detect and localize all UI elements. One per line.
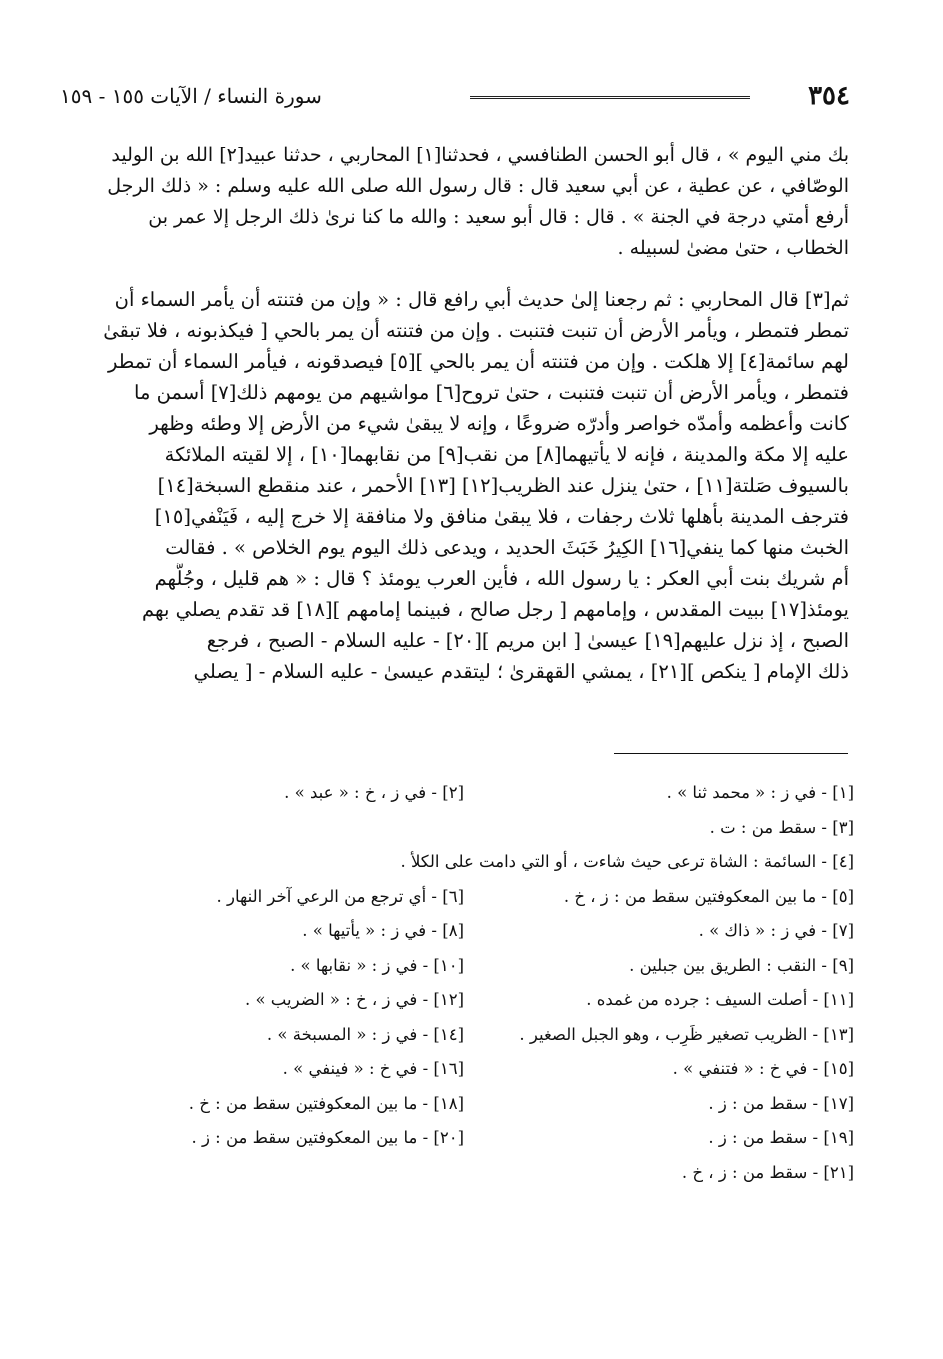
footnote-row xyxy=(74,983,854,1018)
footnote-row xyxy=(74,880,854,915)
footnote xyxy=(74,1156,464,1191)
text-line: تمطر فتمطر ، ويأمر الأرض أن تنبت فتنبت . وإن من فتنته أن يمر بالحي [ فيكذبونه ، فلا تبقىٰ xyxy=(103,319,849,342)
footnote: [١١] - أصلت السيف : جرده من غمده . xyxy=(586,990,854,1009)
text-line: الخبث منها كما ينفي[١٦] الكِيرُ خَبَثَ الحديد ، ويدعى ذلك اليوم يوم الخلاص » . فقالت xyxy=(165,536,849,559)
text-line: لهم سائمة[٤] إلا هلكت . وإن من فتنته أن يمر بالحي ][٥] فيصدقونه ، فيأمر السماء أن تمطر xyxy=(108,350,849,373)
footnote-row xyxy=(74,1018,854,1053)
footnote: [٢٠] - ما بين المعكوفتين سقط من : ز . xyxy=(191,1128,464,1147)
footnote: [١٥] - في خ : « فتنفي » . xyxy=(672,1059,854,1078)
footnote-row xyxy=(74,1156,854,1191)
text-line: الصبح ، إذ نزل عليهم[١٩] عيسىٰ [ ابن مريم ][٢٠] - عليه السلام - الصبح ، فرجع xyxy=(206,629,849,652)
footnote: [١٤] - في ز : « المسبخة » . xyxy=(266,1024,464,1044)
footnote: [١] - في ز : « محمد ثنا » . xyxy=(666,783,854,802)
footnote: [٩] - النقب : الطريق بين جبلين . xyxy=(629,955,854,975)
footnotes xyxy=(74,776,854,1190)
footnote: [١٨] - ما بين المعكوفتين سقط من : خ . xyxy=(188,1093,464,1113)
footnote-row xyxy=(74,1087,854,1122)
text-line: بالسيوف صَلتة[١١] ، حتىٰ ينزل عند الظريب[١٢] [١٣] الأحمر ، عند منقطع السبخة[١٤] xyxy=(157,474,849,497)
page-number: ٣٥٤ xyxy=(808,81,850,111)
footnote-row xyxy=(74,811,854,846)
text-line: فتمطر ، ويأمر الأرض أن تنبت فتنبت ، حتىٰ تروح[٦] مواشيهم من يومهم ذلك[٧] أسمن ما xyxy=(134,381,849,404)
text-line: بك مني اليوم » ، قال أبو الحسن الطنافسي ، فحدثنا[١] المحاربي ، حدثنا عبيد[٢] الله بن الوليد xyxy=(111,144,849,166)
footnote-row xyxy=(74,949,854,984)
footnote: [١٧] - سقط من : ز . xyxy=(708,1093,854,1113)
footnote: [١٦] - في خ : « فينفي » . xyxy=(282,1059,464,1078)
footnote: [٨] - في ز : « يأتيها » . xyxy=(302,921,464,940)
footnote-separator xyxy=(614,753,848,754)
footnote: [٥] - ما بين المعكوفتين سقط من : ز ، خ . xyxy=(563,886,854,906)
text-line: الوصّافي ، عن عطية ، عن أبي سعيد قال : قال رسول الله صلى الله عليه وسلم : « ذلك الرجل xyxy=(107,175,849,197)
footnote: [١٠] - في ز : « نقابها » . xyxy=(290,955,464,975)
text-line: الخطاب ، حتىٰ مضىٰ لسبيله . xyxy=(617,237,849,259)
text-line: يومئذ[١٧] ببيت المقدس ، وإمامهم [ رجل صالح ، فبينما إمامهم ][١٨] قد تقدم يصلي بهم xyxy=(142,598,849,621)
footnote-row xyxy=(74,776,854,811)
footnote: [١٩] - سقط من : ز . xyxy=(708,1128,854,1147)
footnote-row xyxy=(74,845,854,880)
paragraph-2 xyxy=(74,284,849,687)
footnote xyxy=(74,811,464,846)
text-line: عليه إلا مكة والمدينة ، فإنه لا يأتيهما[٨] من نقب[٩] من نقابهما[١٠] ، إلا لقيته الملائكة xyxy=(164,443,849,466)
text-line: ذلك الإمام [ ينكص ][٢١] ، يمشي القهقرىٰ ؛ ليتقدم عيسىٰ - عليه السلام - [ يصلي xyxy=(193,660,849,683)
paragraph-1 xyxy=(74,140,849,264)
footnote: [٧] - في ز : « ذاك » . xyxy=(698,921,854,940)
text-line: فترجف المدينة بأهلها ثلاث رجفات ، فلا يبقىٰ منافق ولا منافقة إلا خرج إليه ، فَيَنْفي[١٥] xyxy=(154,505,849,528)
footnote: [١٢] - في ز ، خ : « الضريب » . xyxy=(244,990,464,1009)
header-rule xyxy=(470,96,750,99)
text-line: كانت وأعظمه وأمدّه خواصر وأدرّه ضروعًا ، وإنه لا يبقىٰ شيء من الأرض إلا وطئه وظهر xyxy=(149,412,849,435)
footnote-row xyxy=(74,1052,854,1087)
text-line: أم شريك بنت أبي العكر : يا رسول الله ، فأين العرب يومئذ ؟ قال : « هم قليل ، وجُلُّهم xyxy=(154,567,849,590)
running-title: سورة النساء / الآيات ١٥٥ - ١٥٩ xyxy=(60,84,322,108)
footnote-row xyxy=(74,1121,854,1156)
text-line: أرفع أمتي درجة في الجنة » . قال : قال أبو سعيد : والله ما كنا نرىٰ ذلك الرجل إلا عمر بن xyxy=(148,206,849,228)
footnote: [٦] - أي ترجع من الرعي آخر النهار . xyxy=(216,886,464,906)
footnote: [٣] - سقط من : ت . xyxy=(709,817,854,837)
footnote: [١٣] - الظريب تصغير ظَرِب ، وهو الجبل الصغير . xyxy=(519,1024,854,1044)
footnote: [٤] - السائمة : الشاة ترعى حيث شاءت ، أو التي دامت على الكلأ . xyxy=(400,852,854,871)
footnote-row xyxy=(74,914,854,949)
footnote: [٢١] - سقط من : ز ، خ . xyxy=(681,1162,854,1182)
text-line: ثم[٣] قال المحاربي : ثم رجعنا إلىٰ حديث أبي رافع قال : « وإن من فتنته أن يأمر السماء أن xyxy=(114,288,849,311)
page-header xyxy=(60,78,850,118)
footnote: [٢] - في ز ، خ : « عبد » . xyxy=(284,783,464,802)
